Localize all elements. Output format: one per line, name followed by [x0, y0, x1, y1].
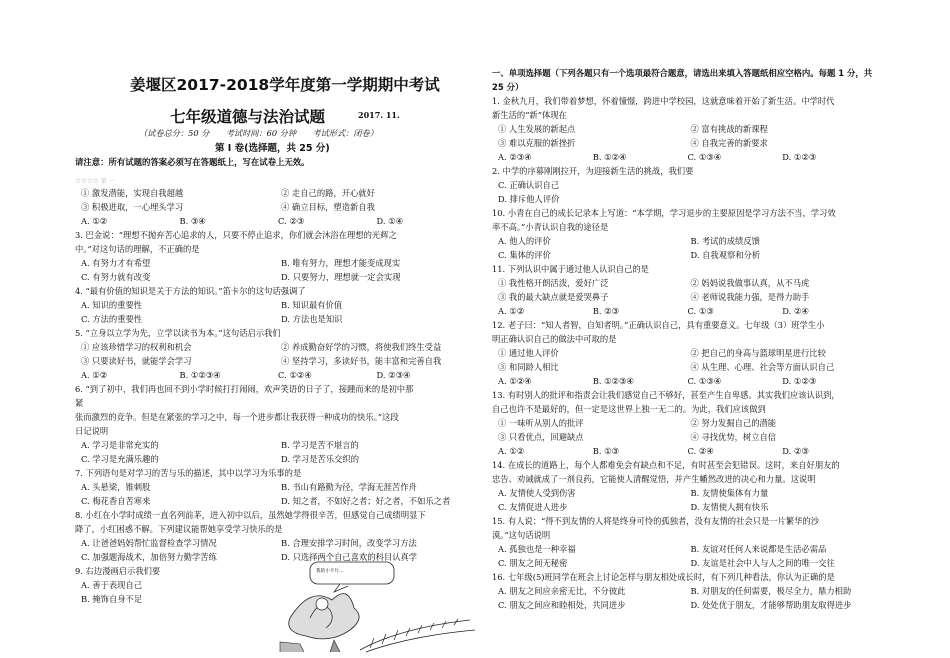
- option-text: B. 知识最有价值: [281, 300, 343, 310]
- option-text: B. 书山有路勤为径，学海无涯苦作舟: [281, 482, 417, 492]
- option-text: ② 妈妈说我做事认真，从不马虎: [690, 278, 810, 288]
- option-text: ③ 积极进取，一心埋头学习: [81, 202, 184, 212]
- question-line: 11. 下列认识中属于通过他人认识自己的是: [492, 264, 649, 274]
- option-row: [492, 234, 877, 248]
- option-text: A. ①②: [498, 446, 525, 456]
- option-row: [75, 256, 475, 270]
- option-row: [75, 438, 475, 452]
- option-text: C. ①③④: [687, 376, 722, 386]
- option-text: D. ②④: [782, 306, 809, 316]
- left-questions: [75, 186, 475, 606]
- option-text: A. 让爸爸妈妈帮忙监督检查学习情况: [81, 538, 217, 548]
- question-line: 2. 中学的序幕刚刚拉开，为迎接新生活的挑战，我们要: [492, 166, 694, 176]
- question-line: 新生活的“新”体现在: [492, 110, 567, 120]
- exam-title: 姜堰区2017-2018学年度第一学期期中考试: [130, 76, 440, 94]
- option-text: ② 富有挑战的新课程: [690, 124, 768, 134]
- option-text: ④ 坚持学习，多读好书，能丰富和完善自我: [281, 356, 442, 366]
- option-text: D. 学习是苦乐交织的: [281, 454, 360, 464]
- question-line: 8. 小红在小学时成绩一直名列前茅，进入初中以后，虽然她学得很辛苦，但感觉自己成绩明显下: [75, 510, 426, 520]
- option-text: D. 只选择两个自己喜欢的科目认真学: [281, 552, 418, 562]
- question-line: 14. 在成长的道路上，每个人都难免会有缺点和不足，有时甚至会犯错误。这时，来自好朋友的: [492, 460, 840, 470]
- question-line: 16. 七年级(5)班同学在班会上讨论怎样与朋友相处成长时，有下列几种看法，你认为正确的是: [492, 572, 835, 582]
- question-line: 率不高。”小青认识自我的途径是: [492, 222, 609, 232]
- option-text: B. ①②③④: [179, 370, 221, 380]
- option-row: [75, 536, 475, 550]
- option-text: ① 应该珍惜学习的权利和机会: [81, 342, 192, 352]
- option-text: A. ①②: [498, 306, 525, 316]
- option-text: C. 学习是充满乐趣的: [81, 454, 159, 464]
- question-line: 张而激烈的竞争。但是在紧张的学习之中，每一个进步都让我获得一种成功的快乐。”这段: [75, 412, 399, 422]
- comic-caption: 我的小卡片…: [316, 569, 344, 574]
- option-row: [75, 368, 475, 382]
- question-line: 中。”对这句话的理解，不正确的是: [75, 244, 200, 254]
- question-line: D. 排斥他人评价: [498, 194, 560, 204]
- option-text: ④ 从生理、心理、社会等方面认识自己: [690, 362, 835, 372]
- option-row: [75, 340, 475, 354]
- option-row: [75, 312, 475, 326]
- option-text: C. ①②④: [278, 370, 312, 380]
- question-line: 降了，小红困惑不解。下列建议能帮她享受学习快乐的是: [75, 524, 283, 534]
- option-text: A. 友情使人受到伤害: [498, 488, 576, 498]
- question-line: 忠告、劝诫就成了一剂良药，它能使人清醒觉悟，并产生幡然改进的决心和力量。这说明: [492, 474, 816, 484]
- question-line: 明正确认识自己的做法中可取的是: [492, 334, 617, 344]
- section-title: 第 I 卷(选择题，共 25 分): [215, 143, 330, 154]
- option-text: B. 合理安排学习时间，改变学习方法: [281, 538, 417, 548]
- question-line: C. 正确认识自己: [498, 180, 560, 190]
- option-text: D. 自我观察和分析: [690, 250, 761, 260]
- option-text: C. 有努力就有改变: [81, 272, 151, 282]
- option-row: [492, 360, 877, 374]
- option-text: ④ 确立目标，塑造新自我: [281, 202, 375, 212]
- option-text: ② 努力发掘自己的潜能: [690, 418, 777, 428]
- question-line: 10. 小青在自己的成长记录本上写道：“本学期，学习退步的主要原因是学习方法不当，学习效: [492, 208, 836, 218]
- right-questions: [492, 94, 877, 612]
- option-row: [492, 430, 877, 444]
- question-line: 12. 老子曰：“知人者智，自知者明。”正确认识自己，具有重要意义。七年级（3）班学生小: [492, 320, 825, 330]
- option-text: D. ②③④: [376, 370, 411, 380]
- option-text: B. 对朋友的任何需要，极尽全力，鼎力相助: [690, 586, 852, 596]
- option-text: ② 走自己的路，开心就好: [281, 188, 375, 198]
- option-text: ④ 自我完善的新要求: [690, 138, 768, 148]
- option-text: D. 友情使人拥有快乐: [690, 502, 769, 512]
- question-line: 5. “立身以立学为先，立学以读书为本。”这句话启示我们: [75, 328, 281, 338]
- option-text: C. 朋友之间应和睦相处，共同进步: [498, 600, 626, 610]
- question-line: 6. “到了初中，我们再也回不到小学时候打打闹闹，欢声笑语的日子了，接踵而来的是初中那: [75, 384, 414, 394]
- option-row: [492, 598, 877, 612]
- option-text: C. 方法的重要性: [81, 314, 143, 324]
- question-line: 13. 有时别人的批评和指责会让我们感觉自己不够好，甚至产生自卑感。其实我们应该认识到，: [492, 390, 840, 400]
- option-row: [492, 500, 877, 514]
- option-text: ① 通过他人评价: [498, 348, 559, 358]
- option-text: D. 知之者，不如好之者；好之者，不如乐之者: [281, 496, 451, 506]
- option-text: A. ②③④: [498, 152, 532, 162]
- question-line: 7. 下列语句是对学习的苦与乐的描述，其中以学习为乐事的是: [75, 468, 302, 478]
- option-text: D. ②③: [782, 446, 809, 456]
- notice: 请注意：所有试题的答案必须写在答题纸上，写在试卷上无效。: [75, 157, 310, 167]
- option-text: B. ②③: [592, 306, 619, 316]
- option-text: ② 把自己的身高与篮球明星进行比较: [690, 348, 826, 358]
- exam-meta: （试卷总分：50 分 考试时间：60 分钟 考试形式：闭卷）: [139, 128, 378, 138]
- option-text: ② 养成勤奋好学的习惯，将使我们终生受益: [281, 342, 442, 352]
- subject-title: 七年级道德与法治试题: [170, 108, 326, 126]
- option-text: A. ①②: [81, 370, 108, 380]
- option-row: [492, 304, 877, 318]
- option-row: [75, 200, 475, 214]
- option-text: A. ①②④: [498, 376, 532, 386]
- option-row: [492, 374, 877, 388]
- option-row: [492, 248, 877, 262]
- option-row: [75, 214, 475, 228]
- option-row: [492, 444, 877, 458]
- option-text: D. 只要努力，理想就一定会实现: [281, 272, 401, 282]
- question-line: 1. 金秋九月，我们带着梦想，怀着憧憬，跨进中学校园，这就意味着开始了新生活。中学时代: [492, 96, 835, 106]
- option-row: [492, 150, 877, 164]
- option-row: [492, 276, 877, 290]
- option-text: B. ③④: [179, 216, 206, 226]
- option-text: ④ 老师说我能力强，是得力助手: [690, 292, 810, 302]
- question-line: 9. 右边漫画启示我们要: [75, 566, 161, 576]
- option-row: [75, 354, 475, 368]
- section-heading: 一、单项选择题（下列各题只有一个选项最符合题意，请选出来填入答题纸相应空格内。每题 1 分，共 25 分）: [492, 68, 873, 92]
- option-text: B. ①②③④: [592, 376, 634, 386]
- option-text: A. 孤独也是一种幸福: [498, 544, 576, 554]
- option-row: [492, 122, 877, 136]
- question-line: 日记说明: [75, 426, 109, 436]
- option-row: [492, 584, 877, 598]
- option-text: ③ 我的最大缺点就是爱哭鼻子: [498, 292, 609, 302]
- option-text: ① 人生发展的新起点: [498, 124, 576, 134]
- option-text: C. ②④: [687, 446, 714, 456]
- option-text: C. ①③④: [687, 152, 722, 162]
- option-text: B. 考试的成绩反馈: [690, 236, 760, 246]
- option-row: [75, 186, 475, 200]
- option-text: B. 学习是苦不堪言的: [281, 440, 359, 450]
- option-text: D. 友谊是社会中人与人之间的唯一交往: [690, 558, 835, 568]
- option-text: A. 知识的重要性: [81, 300, 143, 310]
- option-text: ③ 只要读好书，就能学会学习: [81, 356, 192, 366]
- option-text: A. 朋友之间应亲密无比，不分彼此: [498, 586, 626, 596]
- option-row: [75, 452, 475, 466]
- option-text: D. ①②③: [782, 376, 817, 386]
- option-text: ① 一味听从别人的批评: [498, 418, 584, 428]
- option-text: B. 友谊对任何人来说都是生活必需品: [690, 544, 827, 554]
- option-row: [492, 486, 877, 500]
- option-text: D. ①④: [376, 216, 404, 226]
- option-row: [492, 542, 877, 556]
- option-text: A. 有努力才有希望: [81, 258, 151, 268]
- option-row: [75, 298, 475, 312]
- option-text: ③ 和同龄人相比: [498, 362, 559, 372]
- option-row: [492, 290, 877, 304]
- option-row: [492, 136, 877, 150]
- option-text: C. 加强题海战术，加倍努力勤学苦练: [81, 552, 217, 562]
- exam-date: 2017. 11.: [358, 110, 400, 120]
- option-text: A. 他人的评价: [498, 236, 551, 246]
- question-line: 紧: [75, 398, 84, 408]
- option-row: [75, 494, 475, 508]
- question-line: A. 善于表现自己: [81, 580, 143, 590]
- question-line: 漠。”这句话说明: [492, 530, 551, 540]
- option-text: A. ①②: [81, 216, 108, 226]
- comic-illustration: [270, 558, 480, 656]
- option-text: ① 我性格开朗活泼，爱好广泛: [498, 278, 609, 288]
- question-line: 自己也许不是最好的，但一定是这世界上独一无二的。为此，我们应该做到: [492, 404, 766, 414]
- option-text: A. 头悬梁，锥刺股: [81, 482, 151, 492]
- option-row: [492, 556, 877, 570]
- option-text: C. 集体的评价: [498, 250, 551, 260]
- option-text: C. 友情促进人进步: [498, 502, 568, 512]
- question-line: 15. 有人说：“得不到友情的人将是终身可怜的孤独者，没有友情的社会只是一片繁华的沙: [492, 516, 820, 526]
- option-text: B. ①②④: [592, 152, 627, 162]
- question-line: B. 掩饰自身不足: [81, 594, 143, 604]
- option-text: D. 处处优于朋友，才能够帮助朋友取得进步: [690, 600, 852, 610]
- option-text: B. 唯有努力，理想才能变成现实: [281, 258, 401, 268]
- faint-text: ☆☆☆☆ 第 一: [75, 178, 115, 185]
- question-line: 4. “最有价值的知识是关于方法的知识。”笛卡尔的这句话强调了: [75, 286, 306, 296]
- option-text: C. ②③: [278, 216, 305, 226]
- option-text: B. ①③: [592, 446, 619, 456]
- option-row: [75, 270, 475, 284]
- option-row: [492, 346, 877, 360]
- option-text: C. 朋友之间无秘密: [498, 558, 568, 568]
- option-row: [492, 416, 877, 430]
- question-line: 3. 巴金说：“理想不抛弃苦心追求的人，只要不停止追求，你们就会沐浴在理想的光辉之: [75, 230, 397, 240]
- option-text: ③ 难以克服的新挫折: [498, 138, 576, 148]
- option-text: ④ 寻找优势，树立自信: [690, 432, 777, 442]
- option-row: [75, 480, 475, 494]
- option-text: ① 激发潜能，实现自我超越: [81, 188, 184, 198]
- option-text: C. 梅花香自苦寒来: [81, 496, 151, 506]
- option-text: C. ①③: [687, 306, 714, 316]
- option-text: B. 友情使集体有力量: [690, 488, 769, 498]
- option-text: ③ 只看优点，回避缺点: [498, 432, 584, 442]
- option-text: D. ①②③: [782, 152, 817, 162]
- option-text: D. 方法也是知识: [281, 314, 343, 324]
- option-text: A. 学习是非常充实的: [81, 440, 159, 450]
